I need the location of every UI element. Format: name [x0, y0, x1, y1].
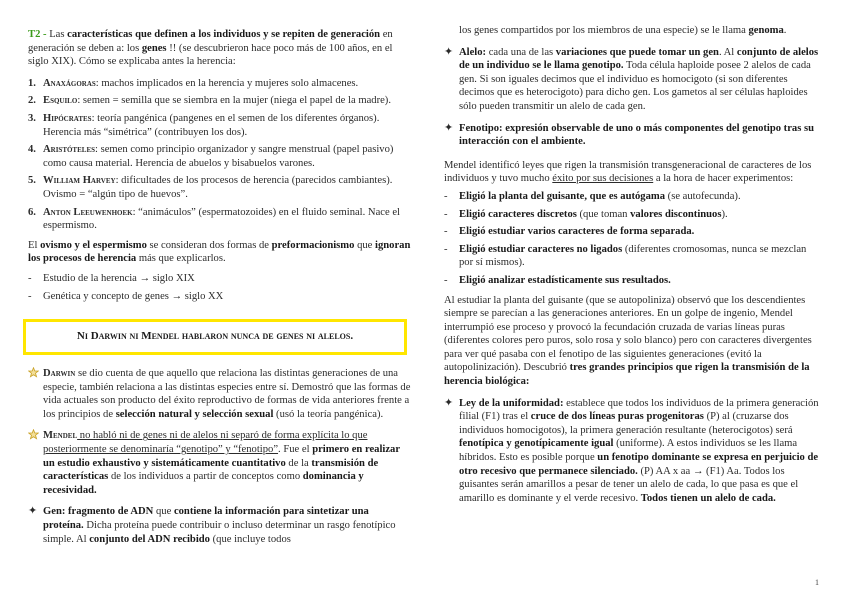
text: conjunto de alelos de un individuo se le llama genotipo.	[459, 46, 819, 72]
author-name: Esquilo	[43, 95, 78, 107]
text: en generación se deben a: los	[28, 29, 393, 54]
author-name: Hipócrates	[43, 112, 92, 124]
left-column	[28, 28, 412, 546]
text: cada una de las	[486, 46, 556, 58]
list-text: : dificultades de los procesos de herencia (parecidos cambiantes). Ovismo = “algún tipo de huevos”.	[43, 175, 393, 200]
list-item	[444, 190, 822, 204]
list-number: 4.	[28, 144, 36, 156]
text: Eligió caracteres discretos	[459, 208, 577, 220]
list-number: 3.	[28, 112, 36, 124]
text: se consideran dos formas de	[146, 239, 272, 251]
text: (diferentes cromosomas, nunca se mezclan por sí mismos).	[459, 243, 807, 269]
text: a la hora de hacer experimentos:	[653, 173, 794, 185]
gen-paragraph	[28, 505, 412, 546]
dash-marker: -	[444, 190, 448, 202]
list-item	[28, 272, 412, 286]
list-text: Genética y concepto de genes → siglo XX	[43, 290, 224, 302]
ovismo-paragraph	[28, 239, 412, 266]
text: se dio cuenta de que aquello que relaciona las distintas generaciones de una especie, también relaciona a las distintas especies entre sí. Demostró que las formas de vida actuales son producto del éxito reproductivo de formas de vida anteriores frente a los principios de	[43, 368, 411, 420]
text: que	[153, 506, 174, 518]
list-item	[444, 225, 822, 239]
text: ignoran los procesos de herencia	[28, 239, 411, 265]
diamond-bullet-icon: ✦	[444, 45, 454, 58]
text: tres grandes principios que rigen la transmisión de la herencia biológica:	[444, 362, 810, 388]
text: que	[354, 239, 376, 251]
text: Ley de la uniformidad:	[459, 397, 564, 409]
text: más que explicarlos.	[136, 253, 226, 265]
dash-marker: -	[444, 208, 448, 220]
dash-marker: -	[444, 226, 448, 238]
text: Dicha proteína puede contribuir o incluso determinar un rasgo fenotípico simple. Al	[43, 520, 396, 545]
text: Alelo:	[459, 46, 487, 58]
list-number: 1.	[28, 77, 36, 89]
diamond-bullet-icon: ✦	[444, 396, 454, 409]
text: Darwin	[43, 368, 76, 380]
text: Eligió estudiar varios caracteres de forma separada.	[459, 226, 695, 238]
list-item	[444, 274, 822, 288]
list-number: 5.	[28, 175, 36, 187]
text: (que toman	[576, 208, 631, 220]
list-number: 6.	[28, 206, 36, 218]
list-text: : machos implicados en la herencia y mujeres solo almacenes.	[95, 77, 359, 89]
text: cruce de dos líneas puras progenitoras	[530, 411, 704, 423]
text: fenotípica y genotípicamente igual	[459, 438, 614, 450]
text: ).	[721, 208, 728, 220]
text: genes	[141, 42, 167, 54]
text: conjunto del ADN recibido	[89, 533, 210, 545]
text: Todos tienen un alelo de cada.	[640, 492, 776, 504]
intro-paragraph	[28, 28, 412, 69]
text: . Al	[718, 46, 737, 58]
list-item	[444, 208, 822, 222]
right-column	[444, 24, 822, 505]
list-item	[28, 206, 412, 233]
highlight-text: Ni Darwin ni Mendel hablaron nunca de genes ni alelos.	[76, 330, 354, 343]
text: éxito por sus decisiones	[552, 173, 654, 185]
text: preformacionismo	[271, 239, 355, 251]
list-item	[28, 174, 412, 201]
text: transmisión de características	[43, 457, 379, 483]
fenotipo-paragraph	[444, 122, 822, 149]
list-text: : “animáculos” (espermatozoides) en el fluido seminal. Nace el espermismo.	[43, 206, 400, 232]
text: Mendel	[43, 430, 78, 442]
list-item	[28, 94, 412, 108]
history-list	[28, 77, 412, 233]
text: Fenotipo: expresión observable de uno o más componentes del genotipo tras su interacción con el ambiente.	[459, 122, 814, 148]
text: . Fue el	[278, 444, 313, 456]
genoma-continuation	[444, 24, 822, 38]
mendel-laws-paragraph	[444, 159, 822, 186]
text: Mendel identificó leyes que rigen la transmisión transgeneracional de caracteres de los individuos y tuvo mucho	[444, 159, 812, 185]
diamond-bullet-icon: ✦	[28, 505, 38, 518]
author-name: Aristóteles	[43, 144, 96, 156]
topic-tag: T2 -	[28, 29, 47, 40]
list-item	[28, 112, 412, 139]
page-number: 1	[815, 578, 819, 587]
text: Eligió la planta del guisante, que es autógama	[459, 190, 666, 202]
decisions-list	[444, 190, 822, 288]
text: !! (se descubrieron hace poco más de 100 años, en el siglo XIX). Cómo se explicaba antes la herencia:	[28, 42, 393, 68]
text: de la	[285, 457, 312, 469]
text: genoma	[748, 25, 784, 36]
author-name: Anton Leeuwenhoek	[43, 206, 133, 218]
text: características que definen a los individuos y se repiten de generación	[67, 29, 381, 40]
century-list	[28, 272, 412, 303]
dash-marker: -	[444, 274, 448, 286]
list-number: 2.	[28, 95, 36, 107]
text: contiene la información para sintetizar una proteína.	[43, 506, 369, 532]
text: Toda célula haploide posee 2 alelos de cada gen. Si son iguales decimos que el individuo es homocigoto (si son diferentes decimos que es heterocigoto) para dicho gen. Los gametos al ser células haploides sólo pueden transmitir un alelo de cada gen.	[459, 60, 811, 112]
text: (P) AA x aa → (F1) Aa. Todos los guisantes serán amarillos a pesar de tener un alelo de cada, lo que pasa es que el amarillo es dominante y el verde recesivo.	[459, 465, 799, 504]
text: primero en realizar un estudio exhaustivo y sistemáticamente cuantitativo	[43, 444, 400, 469]
text: los genes compartidos por los miembros de una especie) se le llama	[459, 25, 749, 36]
alelo-paragraph	[444, 46, 822, 114]
dash-marker: -	[28, 290, 32, 302]
uniformidad-paragraph	[444, 397, 822, 506]
list-text: Estudio de la herencia → siglo XIX	[43, 272, 195, 284]
dash-marker: -	[28, 272, 32, 284]
author-name: William Harvey	[43, 175, 116, 187]
text: Las	[46, 29, 68, 40]
dash-marker: -	[444, 243, 448, 255]
highlight-box	[23, 319, 407, 355]
text: un fenotipo dominante se expresa en perjuicio de otro recesivo que permanece silenciado.	[459, 452, 819, 477]
text: El	[28, 239, 41, 251]
text: Al estudiar la planta del guisante (que se autopoliniza) observó que los descendientes siempre se parecían a las generaciones anteriores. En un golpe de ingenio, Mendel interrumpió ese proceso y provocó la fecundación cruzada de varias líneas puras (diferentes colores pero puros, solo rosa y solo blanco) pero con caracteres divergentes para ver qué pasaba con el fenotipo de las siguientes generaciones (evitó la autopolinización). Descubrió	[444, 294, 812, 374]
text: no habló ni de genes ni de alelos ni separó de forma explícita lo que posteriormente se denominaría “genotipo” y “fenotipo”	[43, 430, 368, 456]
list-item	[444, 243, 822, 270]
list-text: : teoría pangénica (pangenes en el semen de los diferentes órganos). Herencia más “simétrica” (contribuyen los dos).	[43, 112, 380, 138]
text: Eligió estudiar caracteres no ligados	[459, 243, 623, 255]
star-icon	[28, 367, 39, 383]
text: (P) al (cruzarse dos individuos homocigotos), la primera generación resultante (heterocigotos) será	[459, 411, 793, 436]
text: (que incluye todos	[209, 533, 291, 545]
list-item	[28, 290, 412, 304]
text: (uniforme). A estos individuos se les llama híbridos. Esto es posible porque	[459, 438, 798, 464]
text: de los individuos a partir de conceptos como	[108, 471, 303, 483]
text: ovismo y el espermismo	[40, 239, 147, 251]
list-text: : semen = semilla que se siembra en la mujer (niega el papel de la madre).	[77, 95, 391, 107]
text: (usó la teoría pangénica).	[273, 408, 384, 420]
darwin-paragraph	[28, 367, 412, 421]
text: dominancia y recesividad.	[43, 471, 364, 496]
text: Eligió analizar estadísticamente sus resultados.	[459, 274, 671, 286]
star-icon	[28, 429, 39, 445]
list-text: : semen como principio organizador y sangre menstrual (papel pasivo) como causa material. Herencia de abuelos y bisabuelos varones.	[43, 144, 394, 169]
text: .	[783, 25, 787, 36]
text: variaciones que puede tomar un gen	[555, 46, 719, 58]
list-item	[28, 77, 412, 91]
list-item	[28, 143, 412, 170]
text: selección natural y selección sexual	[115, 408, 274, 420]
text: (se autofecunda).	[665, 190, 741, 202]
experiment-paragraph	[444, 294, 822, 389]
diamond-bullet-icon: ✦	[444, 121, 454, 134]
author-name: Anaxágoras	[43, 77, 96, 89]
mendel-paragraph	[28, 429, 412, 497]
text: establece que todos los individuos de la primera generación filial (F1) tras el	[459, 397, 819, 423]
text: Gen: fragmento de ADN	[43, 506, 154, 518]
text: valores discontinuos	[630, 208, 722, 220]
